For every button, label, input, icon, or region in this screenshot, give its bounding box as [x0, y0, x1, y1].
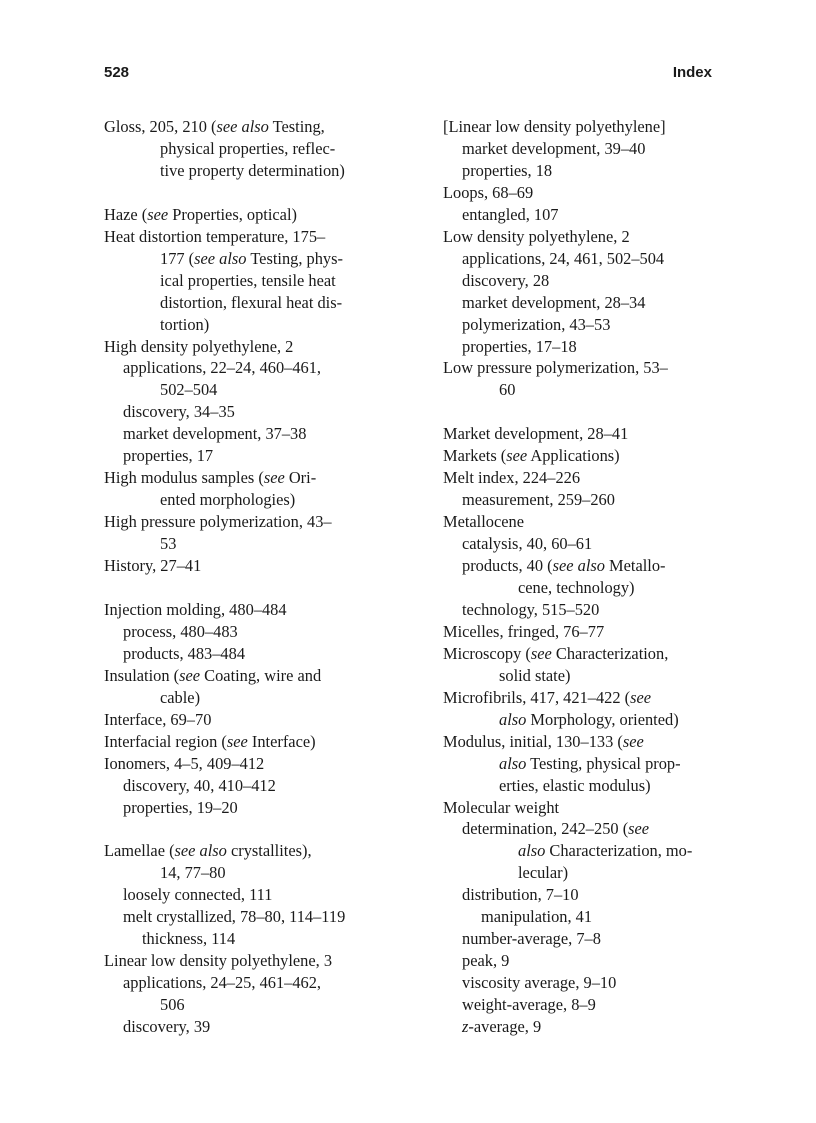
- entry-heat-distortion-cont: ical properties, tensile heat: [160, 270, 336, 290]
- subentry: loosely connected, 111: [123, 885, 273, 905]
- subentry: polymerization, 43–53: [462, 314, 611, 334]
- entry-lamellae: Lamellae (see also crystallites),: [104, 841, 312, 861]
- subentry: process, 480–483: [123, 621, 238, 641]
- entry-heat-distortion-cont: 177 (see also Testing, phys-: [160, 248, 343, 268]
- entry-high-pressure: High pressure polymerization, 43–: [104, 512, 332, 532]
- subentry: properties, 19–20: [123, 797, 238, 817]
- entry-modulus-cont: also Testing, physical prop-: [499, 753, 681, 773]
- section-gap: [104, 577, 389, 599]
- entry-microscopy-cont: solid state): [499, 665, 571, 685]
- entry-insulation: Insulation (see Coating, wire and: [104, 665, 322, 685]
- subentry: applications, 24, 461, 502–504: [462, 248, 665, 268]
- entry-gloss: Gloss, 205, 210 (see also Testing,: [104, 117, 325, 136]
- entry-heat-distortion: Heat distortion temperature, 175–: [104, 226, 326, 246]
- subentry: distribution, 7–10: [462, 885, 579, 905]
- entry-ldpe: Low density polyethylene, 2: [443, 226, 630, 246]
- entry-modulus: Modulus, initial, 130–133 (see: [443, 731, 644, 751]
- subentry: market development, 37–38: [123, 424, 307, 444]
- entry-microscopy: Microscopy (see Characterization,: [443, 643, 669, 663]
- subentry: applications, 24–25, 461–462,: [123, 973, 322, 993]
- entry-high-modulus-cont: ented morphologies): [160, 490, 296, 510]
- entry-lldpe: Linear low density polyethylene, 3: [104, 951, 333, 971]
- entry-market-development: Market development, 28–41: [443, 424, 629, 444]
- entry-ionomers: Ionomers, 4–5, 409–412: [104, 753, 265, 773]
- entry-injection-molding: Injection molding, 480–484: [104, 599, 287, 619]
- subentry: viscosity average, 9–10: [462, 973, 617, 993]
- subentry: peak, 9: [462, 951, 510, 971]
- subentry: catalysis, 40, 60–61: [462, 534, 593, 554]
- subsubentry: thickness, 114: [142, 929, 236, 949]
- entry-micelles: Micelles, fringed, 76–77: [443, 621, 605, 641]
- subentry-cont: 502–504: [160, 380, 218, 400]
- subentry: discovery, 34–35: [123, 402, 235, 422]
- subentry: melt crystallized, 78–80, 114–119: [123, 907, 346, 927]
- subentry: discovery, 28: [462, 270, 550, 290]
- entry-heat-distortion-cont: distortion, flexural heat dis-: [160, 292, 343, 312]
- entry-insulation-cont: cable): [160, 687, 201, 707]
- subentry: properties, 17: [123, 446, 214, 466]
- section-gap: [104, 182, 389, 204]
- subsubentry: manipulation, 41: [481, 907, 593, 927]
- subentry: determination, 242–250 (see: [462, 819, 650, 839]
- subentry: properties, 18: [462, 160, 553, 180]
- subentry: market development, 28–34: [462, 292, 646, 312]
- entry-interfacial-region: Interfacial region (see Interface): [104, 731, 316, 751]
- entry-microfibrils: Microfibrils, 417, 421–422 (see: [443, 687, 652, 707]
- entry-microfibrils-cont: also Morphology, oriented): [499, 709, 679, 729]
- entry-markets: Markets (see Applications): [443, 446, 620, 466]
- subentry: entangled, 107: [462, 204, 559, 224]
- entry-gloss-cont: physical properties, reflec-: [160, 138, 336, 158]
- entry-metallocene: Metallocene: [443, 512, 525, 532]
- entry-interface: Interface, 69–70: [104, 709, 212, 729]
- entry-heat-distortion-cont: tortion): [160, 314, 210, 334]
- subentry: products, 483–484: [123, 643, 246, 663]
- entry-high-pressure-cont: 53: [160, 534, 177, 554]
- entry-lldpe-continued: [Linear low density polyethylene]: [443, 117, 666, 136]
- subentry: discovery, 40, 410–412: [123, 775, 276, 795]
- entry-modulus-cont: erties, elastic modulus): [499, 775, 651, 795]
- section-gap: [104, 818, 389, 840]
- subentry: applications, 22–24, 460–461,: [123, 358, 322, 378]
- entry-high-modulus: High modulus samples (see Ori-: [104, 468, 317, 488]
- entry-low-pressure: Low pressure polymerization, 53–: [443, 358, 668, 378]
- entry-loops: Loops, 68–69: [443, 182, 534, 202]
- subentry: weight-average, 8–9: [462, 995, 596, 1015]
- entry-melt-index: Melt index, 224–226: [443, 468, 581, 488]
- subentry-cont: also Characterization, mo-: [518, 841, 693, 861]
- entry-lamellae-cont: 14, 77–80: [160, 863, 226, 883]
- subentry: technology, 515–520: [462, 599, 600, 619]
- subentry-cont: 506: [160, 995, 185, 1015]
- entry-hdpe: High density polyethylene, 2: [104, 336, 294, 356]
- subentry: market development, 39–40: [462, 138, 646, 158]
- subentry: properties, 17–18: [462, 336, 577, 356]
- subentry-cont: cene, technology): [518, 578, 635, 597]
- index-column-right: [443, 116, 733, 1038]
- entry-low-pressure-cont: 60: [499, 380, 516, 400]
- entry-haze: Haze (see Properties, optical): [104, 204, 297, 224]
- subentry: products, 40 (see also Metallo-: [462, 556, 666, 576]
- entry-gloss-cont: tive property determination): [160, 160, 345, 180]
- subentry: number-average, 7–8: [462, 929, 601, 949]
- page-number: 528: [104, 64, 130, 81]
- subentry-cont: lecular): [518, 863, 569, 883]
- subentry: discovery, 39: [123, 1017, 211, 1037]
- section-gap: [443, 401, 733, 423]
- subentry: z-average, 9: [462, 1017, 542, 1037]
- entry-history: History, 27–41: [104, 556, 202, 576]
- index-column-left: [104, 116, 389, 1038]
- entry-molecular-weight: Molecular weight: [443, 797, 560, 817]
- subentry: measurement, 259–260: [462, 490, 615, 510]
- running-head: Index: [672, 64, 712, 81]
